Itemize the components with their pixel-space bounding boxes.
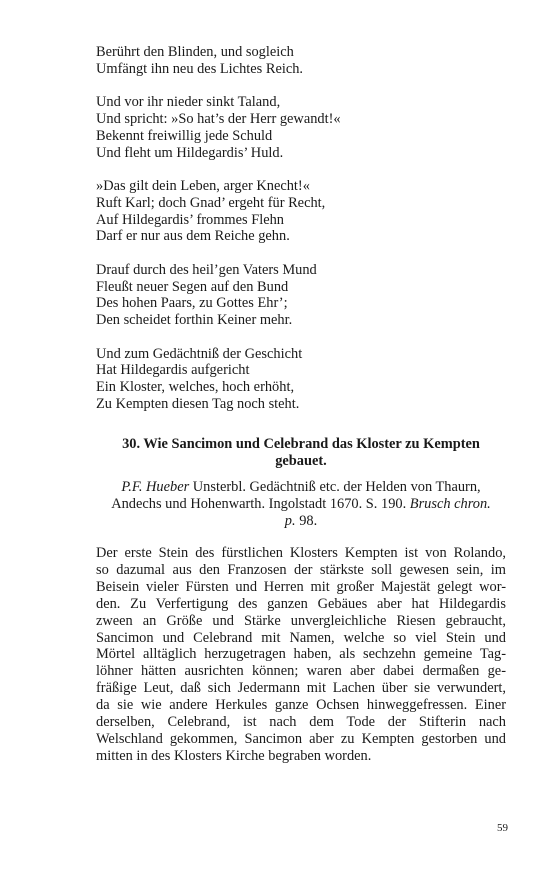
prose-line: mitten in des Klosters Kirche begraben worden. [96, 747, 372, 764]
prose-line: Der erste Stein des fürstlichen Klosters Kempten ist von Rolando, [96, 545, 506, 561]
prose-line: Welschland gekommen, Sancimon aber zu Kempten gestorben und [96, 730, 506, 747]
prose-line: zween an Größe und Stärke unvergleichliche Riesen gebraucht, [96, 612, 506, 629]
poem-line: Des hohen Paars, zu Gottes Ehr’; [96, 295, 288, 312]
poem-stanza [96, 346, 506, 413]
poem-line: Und fleht um Hildegardis’ Huld. [96, 144, 284, 161]
poem-line: Ein Kloster, welches, hoch erhöht, [96, 379, 295, 396]
poem-stanza [96, 44, 506, 78]
prose-line: fräßige Leut, daß sich Jedermann mit Lachen über sie verwundert, [96, 680, 506, 697]
poem-line: Hat Hildegardis aufgericht [96, 362, 250, 379]
poem-line: »Das gilt dein Leben, arger Knecht!« [96, 177, 310, 194]
source-citation [96, 479, 506, 530]
poem-line: Bekennt freiwillig jede Schuld [96, 127, 273, 144]
poem-line: Den scheidet forthin Keiner mehr. [96, 312, 293, 329]
poem-line: Und zum Gedächtniß der Geschicht [96, 345, 303, 362]
poem-stanza [96, 178, 506, 245]
poem-line: Auf Hildegardis’ frommes Flehn [96, 211, 284, 228]
section-heading [96, 436, 506, 470]
prose-line: da sie wie andere Herkules ganze Ochsen hinweggefressen. Einer [96, 697, 506, 714]
poem [96, 44, 506, 429]
prose-line: Beisein vieler Fürsten und Herren mit großer Majestät gelegt wor- [96, 578, 506, 595]
source-page: 98. [295, 513, 318, 529]
prose-line: löhner hätten ausrichten können; waren aber dabei dermaßen ge- [96, 663, 506, 680]
poem-line: Darf er nur aus dem Reiche gehn. [96, 228, 290, 245]
poem-stanza [96, 94, 506, 161]
source-author: P.F. Hueber [121, 479, 190, 495]
source-work: Brusch chron. [409, 496, 491, 512]
page-number: 59 [497, 822, 508, 834]
source-text-2: Andechs und Hohenwarth. Ingolstadt 1670. S. 190. [111, 496, 410, 512]
poem-line: Fleußt neuer Segen auf den Bund [96, 278, 289, 295]
poem-stanza [96, 262, 506, 329]
poem-line: Drauf durch des heil’gen Vaters Mund [96, 261, 317, 278]
source-text-1: Unsterbl. Gedächtniß etc. der Helden von Thaurn, [189, 479, 481, 495]
prose-line: Sancimon und Celebrand mit Namen, welche so viel Stein und [96, 629, 506, 646]
prose-line: Mörtel alltäglich herzugetragen haben, als sechzehn gemeine Tag- [96, 646, 506, 663]
poem-line: Ruft Karl; doch Gnad’ ergeht für Recht, [96, 194, 326, 211]
section-heading-line2: gebauet. [275, 453, 327, 469]
prose-line: so dazumal aus den Franzosen der stärkste soll gewesen sein, im [96, 561, 506, 578]
poem-line: Zu Kempten diesen Tag noch steht. [96, 395, 300, 412]
prose-paragraph [96, 545, 506, 765]
poem-line: Und vor ihr nieder sinkt Taland, [96, 94, 281, 111]
prose-line: derselben, Celebrand, ist nach dem Tode der Stifterin nach [96, 714, 506, 731]
poem-line: Berührt den Blinden, und sogleich [96, 44, 294, 60]
poem-line: Umfängt ihn neu des Lichtes Reich. [96, 60, 304, 77]
section-heading-line1: 30. Wie Sancimon und Celebrand das Kloster zu Kempten [122, 436, 480, 452]
poem-line: Und spricht: »So hat’s der Herr gewandt!« [96, 110, 341, 127]
source-page-abbrev: p. [284, 513, 296, 529]
prose-line: den. Zu Verfertigung des ganzen Gebäues aber hat Hildegardis [96, 595, 506, 612]
